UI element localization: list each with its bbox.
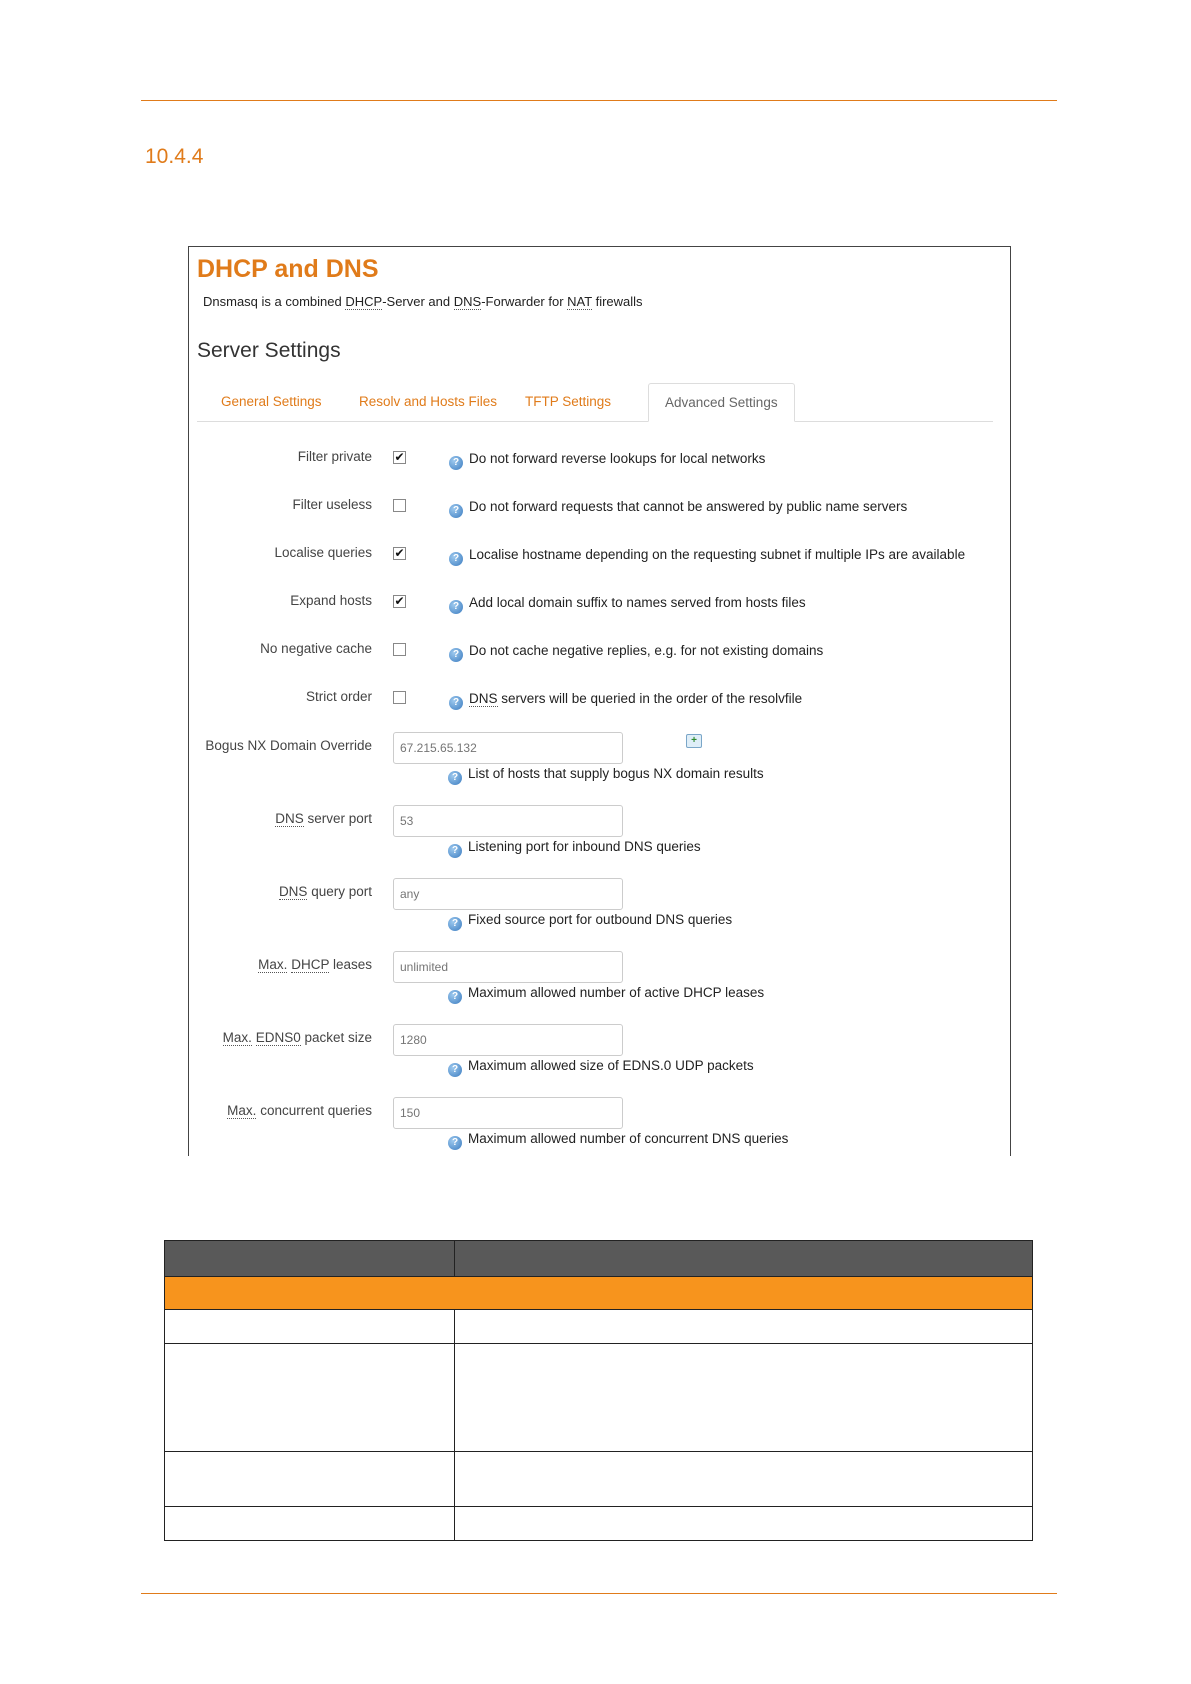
- checkbox-expand-hosts[interactable]: ✔: [394, 594, 405, 608]
- label-strict-order: Strict order: [305, 689, 372, 704]
- label-max-dhcp-leases: Max. DHCP leases: [258, 957, 372, 972]
- page-title: DHCP and DNS: [197, 255, 379, 283]
- max-concurrent-queries-input[interactable]: [393, 1097, 623, 1129]
- help-icon: ?: [448, 1063, 462, 1077]
- table-header-cell: [165, 1241, 455, 1277]
- table-cell: [455, 1344, 1033, 1452]
- page-description: Dnsmasq is a combined DHCP-Server and DNS-Forwarder for NAT firewalls: [203, 294, 643, 309]
- help-icon: ?: [449, 552, 463, 566]
- help-max-dhcp-leases: ? Maximum allowed number of active DHCP leases: [448, 985, 764, 1004]
- checkbox-localise-queries[interactable]: ✔: [394, 546, 405, 560]
- help-icon: ?: [449, 648, 463, 662]
- label-max-concurrent-queries: Max. concurrent queries: [227, 1103, 372, 1118]
- tab-tftp-settings[interactable]: TFTP Settings: [525, 394, 612, 409]
- table-cell: [455, 1452, 1033, 1507]
- checkbox-no-negative-cache[interactable]: [393, 643, 406, 656]
- help-localise-queries: ? Localise hostname depending on the requesting subnet if multiple IPs are available: [449, 547, 965, 566]
- help-icon: ?: [448, 844, 462, 858]
- table-cell: [455, 1507, 1033, 1541]
- help-icon: ?: [448, 917, 462, 931]
- table-header-row: [165, 1241, 1033, 1277]
- settings-tabs: [197, 383, 993, 422]
- table-row: [165, 1344, 1033, 1452]
- help-icon: ?: [449, 600, 463, 614]
- table-cell: [165, 1507, 455, 1541]
- tab-general-settings[interactable]: General Settings: [221, 394, 322, 409]
- table-cell: [165, 1452, 455, 1507]
- checkbox-filter-private[interactable]: ✔: [394, 450, 405, 464]
- help-no-negative-cache: ? Do not cache negative replies, e.g. for not existing domains: [449, 643, 823, 662]
- bogus-nx-input[interactable]: [393, 732, 623, 764]
- table-row: [165, 1507, 1033, 1541]
- table-header-cell: [455, 1241, 1033, 1277]
- help-strict-order: ? DNS servers will be queried in the order of the resolvfile: [449, 691, 802, 710]
- max-dhcp-leases-input[interactable]: [393, 951, 623, 983]
- dns-server-port-input[interactable]: [393, 805, 623, 837]
- checkbox-strict-order[interactable]: [393, 691, 406, 704]
- help-icon: ?: [449, 504, 463, 518]
- help-dns-server-port: ? Listening port for inbound DNS queries: [448, 839, 701, 858]
- table-cell: [165, 1344, 455, 1452]
- help-icon: ?: [448, 990, 462, 1004]
- section-number: 10.4.4: [145, 145, 204, 168]
- label-expand-hosts: Expand hosts: [290, 593, 372, 608]
- label-dns-server-port: DNS server port: [275, 811, 372, 826]
- tab-advanced-settings[interactable]: Advanced Settings: [648, 383, 795, 422]
- table-row: [165, 1452, 1033, 1507]
- section-title: Server Settings: [197, 339, 341, 362]
- help-icon: ?: [449, 456, 463, 470]
- settings-table: [164, 1240, 1033, 1541]
- max-edns0-packet-size-input[interactable]: [393, 1024, 623, 1056]
- label-dns-query-port: DNS query port: [278, 884, 372, 899]
- help-dns-query-port: ? Fixed source port for outbound DNS queries: [448, 912, 732, 931]
- help-filter-private: ? Do not forward reverse lookups for local networks: [449, 451, 765, 470]
- header-rule: [141, 100, 1057, 101]
- table-cell: [455, 1310, 1033, 1344]
- label-localise-queries: Localise queries: [274, 545, 372, 560]
- label-filter-private: Filter private: [297, 449, 372, 464]
- label-no-negative-cache: No negative cache: [260, 641, 372, 656]
- table-cell: [165, 1310, 455, 1344]
- help-max-edns0-packet-size: ? Maximum allowed size of EDNS.0 UDP packets: [448, 1058, 754, 1077]
- help-icon: ?: [449, 696, 463, 710]
- add-entry-icon[interactable]: +: [686, 734, 702, 748]
- dns-query-port-input[interactable]: [393, 878, 623, 910]
- router-screenshot: [188, 246, 1011, 1156]
- help-bogus-nx: ? List of hosts that supply bogus NX domain results: [448, 766, 764, 785]
- checkbox-filter-useless[interactable]: [393, 499, 406, 512]
- label-bogus-nx: Bogus NX Domain Override: [205, 738, 372, 753]
- help-icon: ?: [448, 1136, 462, 1150]
- tab-resolv-hosts-files[interactable]: Resolv and Hosts Files: [359, 394, 498, 409]
- help-max-concurrent-queries: ? Maximum allowed number of concurrent DNS queries: [448, 1131, 788, 1150]
- table-band-row: [165, 1277, 1033, 1310]
- help-filter-useless: ? Do not forward requests that cannot be answered by public name servers: [449, 499, 907, 518]
- label-filter-useless: Filter useless: [292, 497, 372, 512]
- footer-rule: [141, 1593, 1057, 1594]
- table-row: [165, 1310, 1033, 1344]
- label-max-edns0-packet-size: Max. EDNS0 packet size: [222, 1030, 372, 1045]
- table-band-cell: [165, 1277, 1033, 1310]
- help-icon: ?: [448, 771, 462, 785]
- help-expand-hosts: ? Add local domain suffix to names served from hosts files: [449, 595, 806, 614]
